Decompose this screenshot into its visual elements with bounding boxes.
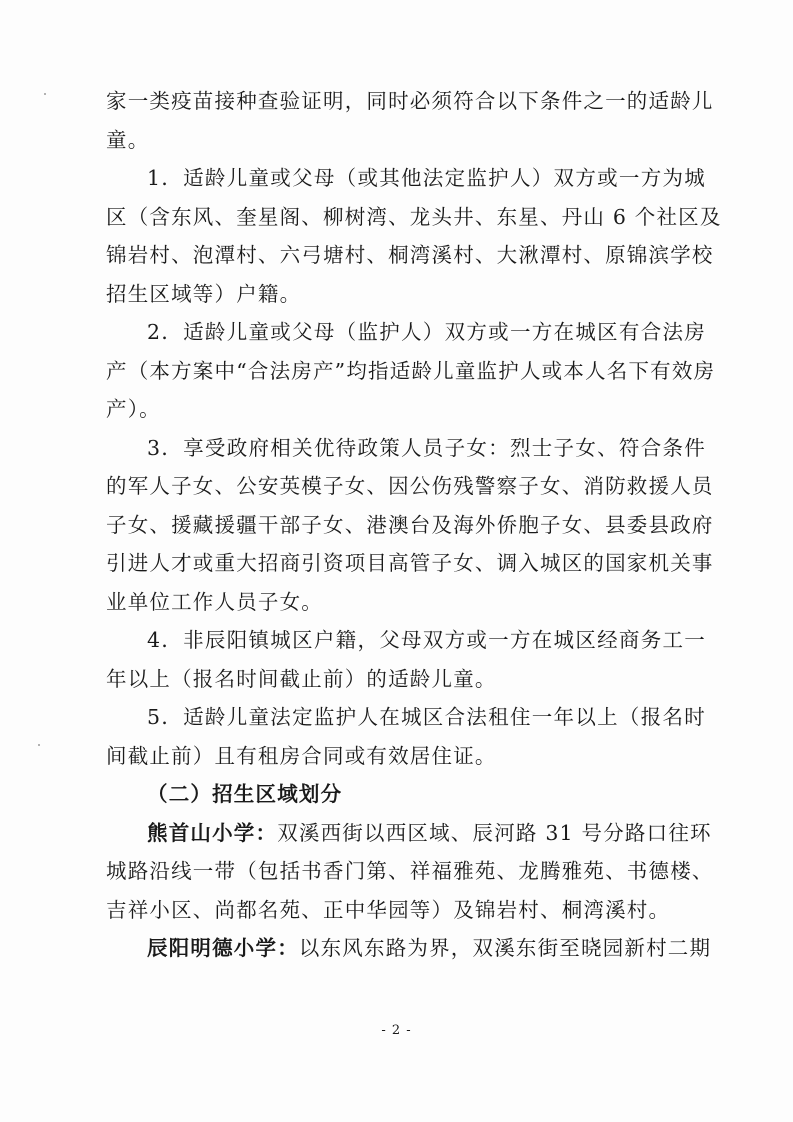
school-area-text: 双溪西街以西区域、辰河路 31 号分路口往环 xyxy=(277,820,712,845)
text-line: 产（本方案中“合法房产”均指适龄儿童监护人或本人名下有效房 xyxy=(106,358,716,383)
text-line: 年以上（报名时间截止前）的适龄儿童。 xyxy=(106,666,497,691)
text-line: 童。 xyxy=(106,127,150,152)
school-paragraph-line xyxy=(106,929,712,968)
text-line: 区（含东风、奎星阁、柳树湾、龙头井、东星、丹山 6 个社区及 xyxy=(106,204,722,229)
scan-speck xyxy=(44,93,46,95)
school-area-text: 以东风东路为界，双溪东街至晓园新村二期 xyxy=(298,936,712,960)
school-name: 熊首山小学： xyxy=(147,820,278,845)
section-heading: （二）招生区域划分 xyxy=(147,782,343,806)
text-line: 的军人子女、公安英模子女、因公伤残警察子女、消防救援人员 xyxy=(106,474,714,498)
text-line: 招生区域等）户籍。 xyxy=(106,281,302,306)
text-line: 1．适龄儿童或父母（或其他法定监护人）双方或一方为城 xyxy=(147,166,706,190)
text-line: 间截止前）且有租房合同或有效居住证。 xyxy=(106,743,497,768)
text-line: 3．享受政府相关优待政策人员子女：烈士子女、符合条件 xyxy=(147,435,706,460)
text-line: 引进人才或重大招商引资项目高管子女、调入城区的国家机关事 xyxy=(106,551,714,575)
text-line: 2．适龄儿童或父母（监护人）双方或一方在城区有合法房 xyxy=(147,320,706,344)
text-line: 业单位工作人员子女。 xyxy=(106,589,323,614)
document-body xyxy=(106,82,722,968)
text-line: 4．非辰阳镇城区户籍，父母双方或一方在城区经商务工一 xyxy=(147,628,706,652)
text-line: 产）。 xyxy=(106,397,161,421)
text-line: 锦岩村、泡潭村、六弓塘村、桐湾溪村、大湫潭村、原锦滨学校 xyxy=(106,243,714,267)
text-line: 吉祥小区、尚都名苑、正中华园等）及锦岩村、桐湾溪村。 xyxy=(106,897,671,922)
page-number: - 2 - xyxy=(381,1023,412,1038)
text-line: 子女、援藏援疆干部子女、港澳台及海外侨胞子女、县委县政府 xyxy=(106,512,714,537)
school-name: 辰阳明德小学： xyxy=(147,936,299,960)
text-line: 家一类疫苗接种查验证明，同时必须符合以下条件之一的适龄儿 xyxy=(106,89,714,113)
text-line: 城路沿线一带（包括书香门第、祥福雅苑、龙腾雅苑、书德楼、 xyxy=(106,859,714,883)
school-paragraph-line xyxy=(106,814,712,853)
text-line: 5．适龄儿童法定监护人在城区合法租住一年以上（报名时 xyxy=(147,705,706,729)
scan-speck xyxy=(38,744,40,746)
